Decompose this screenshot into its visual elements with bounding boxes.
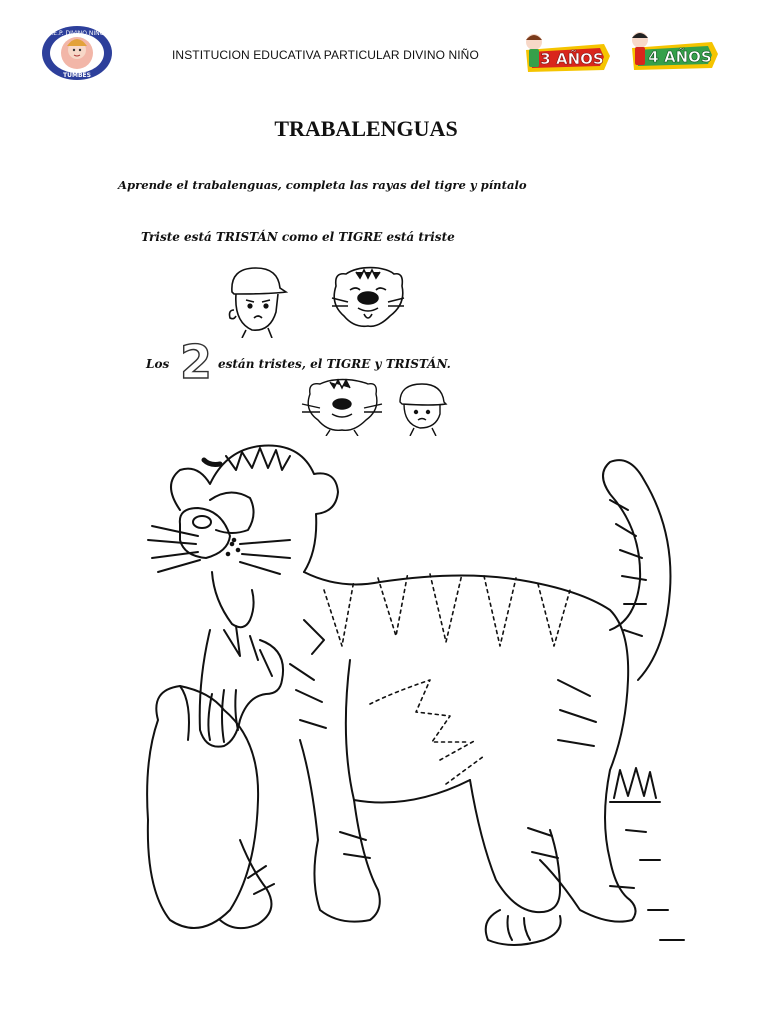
logo-top-text: I.E.P. DIVINO NIÑO [49, 30, 105, 37]
age-badge-4 [626, 30, 720, 80]
school-name: INSTITUCION EDUCATIVA PARTICULAR DIVINO NIÑO [172, 48, 479, 62]
age-badge-4-label: 4 AÑOS [648, 48, 712, 66]
tiger-coloring-illustration [140, 440, 700, 960]
age-badge-3-label: 3 AÑOS [540, 50, 604, 68]
school-logo [40, 24, 114, 82]
sad-boy-icon-2 [396, 380, 448, 436]
instruction-text: Aprende el trabalenguas, completa las rayas del tigre y píntalo [118, 178, 527, 192]
worksheet-title: TRABALENGUAS [274, 116, 458, 141]
sad-tiger-icon [328, 264, 408, 334]
verse-line-2-end: están tristes, el TIGRE y TRISTÁN. [218, 357, 451, 371]
verse-line-2-start: Los [146, 357, 170, 371]
verse-number-2-text: 2 [179, 335, 213, 384]
sad-boy-icon [222, 262, 292, 338]
age-badge-3 [520, 30, 612, 80]
sad-tiger-icon-2 [300, 376, 384, 436]
verse-line-1: Triste está TRISTÁN como el TIGRE está triste [141, 230, 455, 244]
logo-bottom-text: TUMBES [63, 72, 91, 79]
verse-number-2 [176, 334, 216, 384]
